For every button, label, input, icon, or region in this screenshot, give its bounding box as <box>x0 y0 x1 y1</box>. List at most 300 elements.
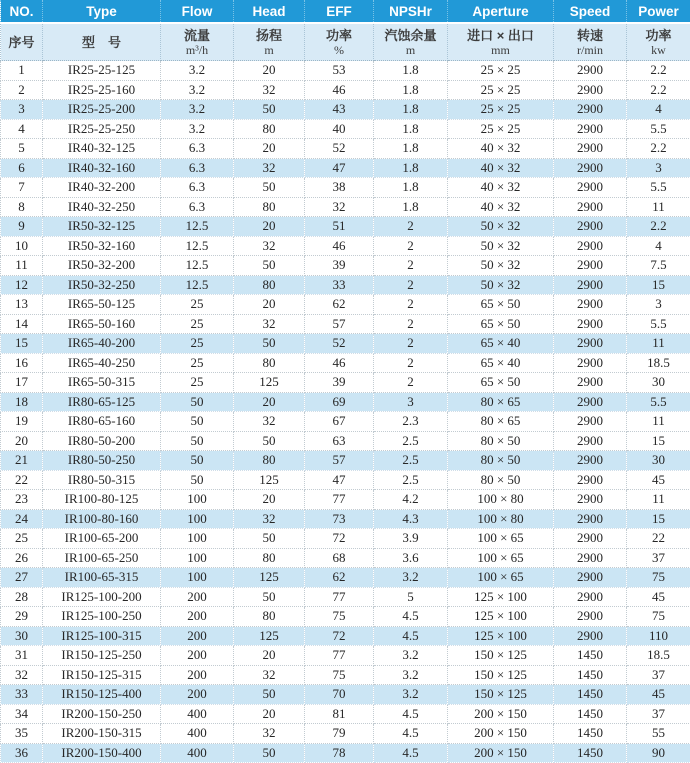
cell-no: 3 <box>1 100 43 120</box>
col-subheader-label: 流量 <box>184 28 210 43</box>
cell-speed: 2900 <box>554 236 627 256</box>
col-header-en-flow: Flow <box>161 0 234 23</box>
cell-flow: 25 <box>161 373 234 393</box>
cell-npshr: 2.3 <box>374 412 448 432</box>
cell-head: 32 <box>234 80 305 100</box>
cell-type: IR100-65-250 <box>43 548 161 568</box>
cell-eff: 78 <box>305 743 374 763</box>
cell-type: IR100-65-315 <box>43 568 161 588</box>
cell-power: 18.5 <box>627 646 690 666</box>
col-subheader-zh-1 <box>43 23 161 61</box>
table-row <box>1 100 690 120</box>
cell-aperture: 80 × 65 <box>448 412 554 432</box>
cell-type: IR100-65-200 <box>43 529 161 549</box>
cell-speed: 2900 <box>554 626 627 646</box>
cell-type: IR65-50-125 <box>43 295 161 315</box>
cell-no: 20 <box>1 431 43 451</box>
cell-eff: 77 <box>305 587 374 607</box>
table-row <box>1 548 690 568</box>
cell-type: IR100-80-125 <box>43 490 161 510</box>
cell-eff: 73 <box>305 509 374 529</box>
table-row <box>1 451 690 471</box>
table-row <box>1 704 690 724</box>
cell-power: 15 <box>627 509 690 529</box>
cell-head: 20 <box>234 646 305 666</box>
cell-eff: 57 <box>305 314 374 334</box>
cell-eff: 53 <box>305 61 374 81</box>
cell-head: 20 <box>234 704 305 724</box>
cell-flow: 200 <box>161 685 234 705</box>
cell-aperture: 150 × 125 <box>448 685 554 705</box>
cell-flow: 25 <box>161 314 234 334</box>
cell-aperture: 100 × 65 <box>448 529 554 549</box>
cell-no: 33 <box>1 685 43 705</box>
cell-type: IR50-32-250 <box>43 275 161 295</box>
cell-no: 7 <box>1 178 43 198</box>
cell-power: 55 <box>627 724 690 744</box>
col-subheader-zh-6 <box>448 23 554 61</box>
cell-npshr: 2 <box>374 236 448 256</box>
cell-power: 37 <box>627 665 690 685</box>
col-subheader-unit: kw <box>627 43 690 57</box>
cell-npshr: 4.5 <box>374 626 448 646</box>
cell-type: IR80-65-125 <box>43 392 161 412</box>
cell-eff: 81 <box>305 704 374 724</box>
cell-flow: 6.3 <box>161 158 234 178</box>
col-header-en-npshr: NPSHr <box>374 0 448 23</box>
cell-head: 32 <box>234 412 305 432</box>
table-row <box>1 392 690 412</box>
cell-power: 2.2 <box>627 80 690 100</box>
cell-no: 23 <box>1 490 43 510</box>
cell-speed: 2900 <box>554 80 627 100</box>
cell-type: IR150-125-250 <box>43 646 161 666</box>
cell-no: 5 <box>1 139 43 159</box>
cell-npshr: 3.2 <box>374 665 448 685</box>
cell-power: 2.2 <box>627 61 690 81</box>
table-row <box>1 197 690 217</box>
cell-type: IR80-50-250 <box>43 451 161 471</box>
cell-aperture: 50 × 32 <box>448 275 554 295</box>
cell-power: 2.2 <box>627 139 690 159</box>
table-row <box>1 412 690 432</box>
cell-no: 14 <box>1 314 43 334</box>
cell-eff: 77 <box>305 490 374 510</box>
cell-type: IR65-40-200 <box>43 334 161 354</box>
cell-no: 13 <box>1 295 43 315</box>
cell-speed: 2900 <box>554 392 627 412</box>
cell-power: 75 <box>627 607 690 627</box>
cell-npshr: 2.5 <box>374 431 448 451</box>
cell-aperture: 25 × 25 <box>448 119 554 139</box>
cell-flow: 50 <box>161 431 234 451</box>
cell-npshr: 4.5 <box>374 724 448 744</box>
cell-eff: 79 <box>305 724 374 744</box>
cell-aperture: 100 × 80 <box>448 509 554 529</box>
col-subheader-unit: m <box>234 43 304 57</box>
col-subheader-label: 序号 <box>8 35 34 50</box>
cell-head: 32 <box>234 665 305 685</box>
cell-aperture: 200 × 150 <box>448 724 554 744</box>
cell-aperture: 65 × 50 <box>448 314 554 334</box>
cell-no: 28 <box>1 587 43 607</box>
cell-npshr: 3.2 <box>374 568 448 588</box>
cell-eff: 43 <box>305 100 374 120</box>
table-row <box>1 314 690 334</box>
col-subheader-label: 汽蚀余量 <box>384 28 436 43</box>
cell-head: 32 <box>234 236 305 256</box>
cell-eff: 32 <box>305 197 374 217</box>
cell-speed: 2900 <box>554 373 627 393</box>
cell-flow: 6.3 <box>161 139 234 159</box>
cell-speed: 2900 <box>554 470 627 490</box>
cell-npshr: 2 <box>374 295 448 315</box>
cell-eff: 69 <box>305 392 374 412</box>
cell-flow: 12.5 <box>161 275 234 295</box>
cell-no: 11 <box>1 256 43 276</box>
cell-head: 80 <box>234 607 305 627</box>
cell-npshr: 3.6 <box>374 548 448 568</box>
cell-speed: 2900 <box>554 334 627 354</box>
cell-type: IR50-32-200 <box>43 256 161 276</box>
cell-aperture: 40 × 32 <box>448 178 554 198</box>
cell-eff: 67 <box>305 412 374 432</box>
cell-power: 22 <box>627 529 690 549</box>
cell-npshr: 2 <box>374 256 448 276</box>
cell-speed: 2900 <box>554 139 627 159</box>
cell-aperture: 25 × 25 <box>448 100 554 120</box>
cell-power: 45 <box>627 587 690 607</box>
cell-no: 15 <box>1 334 43 354</box>
cell-power: 3 <box>627 295 690 315</box>
cell-npshr: 3.2 <box>374 685 448 705</box>
cell-eff: 52 <box>305 334 374 354</box>
cell-type: IR80-65-160 <box>43 412 161 432</box>
cell-npshr: 1.8 <box>374 178 448 198</box>
cell-flow: 25 <box>161 295 234 315</box>
cell-head: 80 <box>234 275 305 295</box>
cell-flow: 400 <box>161 704 234 724</box>
cell-no: 17 <box>1 373 43 393</box>
table-row <box>1 61 690 81</box>
cell-power: 37 <box>627 548 690 568</box>
col-subheader-zh-0 <box>1 23 43 61</box>
cell-aperture: 100 × 65 <box>448 548 554 568</box>
cell-no: 6 <box>1 158 43 178</box>
cell-type: IR150-125-400 <box>43 685 161 705</box>
cell-type: IR40-32-200 <box>43 178 161 198</box>
cell-head: 80 <box>234 119 305 139</box>
header-row-english <box>1 0 690 23</box>
cell-speed: 2900 <box>554 217 627 237</box>
cell-head: 80 <box>234 197 305 217</box>
table-row <box>1 275 690 295</box>
cell-npshr: 4.2 <box>374 490 448 510</box>
table-row <box>1 646 690 666</box>
table-row <box>1 158 690 178</box>
cell-type: IR200-150-400 <box>43 743 161 763</box>
cell-head: 50 <box>234 334 305 354</box>
table-row <box>1 334 690 354</box>
col-header-en-speed: Speed <box>554 0 627 23</box>
table-row <box>1 431 690 451</box>
col-subheader-zh-4 <box>305 23 374 61</box>
cell-power: 30 <box>627 373 690 393</box>
cell-eff: 72 <box>305 529 374 549</box>
cell-eff: 38 <box>305 178 374 198</box>
cell-power: 11 <box>627 412 690 432</box>
cell-no: 36 <box>1 743 43 763</box>
cell-npshr: 2 <box>374 217 448 237</box>
cell-power: 5.5 <box>627 119 690 139</box>
cell-head: 32 <box>234 314 305 334</box>
cell-aperture: 50 × 32 <box>448 236 554 256</box>
cell-power: 11 <box>627 334 690 354</box>
cell-speed: 2900 <box>554 529 627 549</box>
cell-npshr: 2 <box>374 275 448 295</box>
cell-speed: 2900 <box>554 548 627 568</box>
table-row <box>1 743 690 763</box>
cell-flow: 6.3 <box>161 178 234 198</box>
cell-no: 19 <box>1 412 43 432</box>
table-row <box>1 373 690 393</box>
cell-head: 125 <box>234 373 305 393</box>
table-row <box>1 139 690 159</box>
table-row <box>1 490 690 510</box>
cell-no: 16 <box>1 353 43 373</box>
table-row <box>1 724 690 744</box>
cell-power: 15 <box>627 275 690 295</box>
cell-no: 27 <box>1 568 43 588</box>
col-header-en-power: Power <box>627 0 690 23</box>
cell-flow: 50 <box>161 392 234 412</box>
cell-speed: 2900 <box>554 509 627 529</box>
cell-flow: 3.2 <box>161 80 234 100</box>
cell-head: 32 <box>234 509 305 529</box>
cell-power: 5.5 <box>627 314 690 334</box>
cell-speed: 2900 <box>554 256 627 276</box>
cell-npshr: 2.5 <box>374 451 448 471</box>
cell-head: 32 <box>234 724 305 744</box>
cell-head: 50 <box>234 743 305 763</box>
cell-no: 31 <box>1 646 43 666</box>
cell-speed: 2900 <box>554 412 627 432</box>
cell-speed: 1450 <box>554 724 627 744</box>
cell-power: 3 <box>627 158 690 178</box>
cell-flow: 100 <box>161 529 234 549</box>
col-subheader-unit: r/min <box>554 43 626 57</box>
cell-aperture: 80 × 50 <box>448 431 554 451</box>
cell-type: IR80-50-200 <box>43 431 161 451</box>
cell-speed: 2900 <box>554 431 627 451</box>
cell-eff: 33 <box>305 275 374 295</box>
cell-flow: 6.3 <box>161 197 234 217</box>
cell-power: 110 <box>627 626 690 646</box>
cell-eff: 39 <box>305 373 374 393</box>
cell-eff: 77 <box>305 646 374 666</box>
cell-power: 2.2 <box>627 217 690 237</box>
cell-head: 80 <box>234 451 305 471</box>
cell-eff: 63 <box>305 431 374 451</box>
cell-aperture: 25 × 25 <box>448 80 554 100</box>
cell-npshr: 3.9 <box>374 529 448 549</box>
table-row <box>1 217 690 237</box>
cell-aperture: 150 × 125 <box>448 665 554 685</box>
table-row <box>1 80 690 100</box>
cell-type: IR200-150-250 <box>43 704 161 724</box>
cell-aperture: 80 × 50 <box>448 451 554 471</box>
cell-speed: 2900 <box>554 178 627 198</box>
cell-speed: 1450 <box>554 665 627 685</box>
cell-no: 25 <box>1 529 43 549</box>
cell-head: 20 <box>234 392 305 412</box>
col-subheader-label: 进口 × 出口 <box>467 28 534 43</box>
cell-npshr: 4.3 <box>374 509 448 529</box>
cell-head: 125 <box>234 470 305 490</box>
cell-speed: 2900 <box>554 158 627 178</box>
cell-power: 75 <box>627 568 690 588</box>
cell-head: 50 <box>234 100 305 120</box>
cell-type: IR40-32-250 <box>43 197 161 217</box>
cell-head: 80 <box>234 353 305 373</box>
cell-type: IR25-25-160 <box>43 80 161 100</box>
cell-flow: 200 <box>161 607 234 627</box>
cell-flow: 400 <box>161 724 234 744</box>
cell-npshr: 1.8 <box>374 158 448 178</box>
cell-npshr: 3.2 <box>374 646 448 666</box>
cell-head: 20 <box>234 61 305 81</box>
cell-speed: 2900 <box>554 295 627 315</box>
cell-npshr: 1.8 <box>374 197 448 217</box>
table-row <box>1 470 690 490</box>
cell-npshr: 1.8 <box>374 80 448 100</box>
cell-aperture: 65 × 40 <box>448 353 554 373</box>
cell-no: 22 <box>1 470 43 490</box>
cell-npshr: 4.5 <box>374 743 448 763</box>
col-subheader-unit: m <box>374 43 447 57</box>
cell-eff: 47 <box>305 158 374 178</box>
cell-flow: 200 <box>161 626 234 646</box>
cell-eff: 62 <box>305 295 374 315</box>
cell-type: IR40-32-125 <box>43 139 161 159</box>
cell-eff: 75 <box>305 607 374 627</box>
table-row <box>1 568 690 588</box>
cell-no: 32 <box>1 665 43 685</box>
cell-no: 29 <box>1 607 43 627</box>
cell-flow: 100 <box>161 490 234 510</box>
cell-aperture: 65 × 50 <box>448 373 554 393</box>
cell-head: 20 <box>234 490 305 510</box>
cell-no: 8 <box>1 197 43 217</box>
cell-npshr: 2.5 <box>374 470 448 490</box>
cell-aperture: 40 × 32 <box>448 197 554 217</box>
cell-no: 24 <box>1 509 43 529</box>
cell-aperture: 40 × 32 <box>448 139 554 159</box>
cell-eff: 68 <box>305 548 374 568</box>
cell-speed: 1450 <box>554 704 627 724</box>
cell-speed: 1450 <box>554 743 627 763</box>
cell-speed: 1450 <box>554 685 627 705</box>
cell-npshr: 2 <box>374 334 448 354</box>
cell-no: 26 <box>1 548 43 568</box>
cell-speed: 2900 <box>554 607 627 627</box>
cell-type: IR125-100-200 <box>43 587 161 607</box>
cell-head: 20 <box>234 139 305 159</box>
cell-flow: 3.2 <box>161 100 234 120</box>
cell-aperture: 65 × 40 <box>448 334 554 354</box>
cell-power: 37 <box>627 704 690 724</box>
cell-type: IR40-32-160 <box>43 158 161 178</box>
cell-speed: 2900 <box>554 61 627 81</box>
cell-head: 125 <box>234 626 305 646</box>
col-subheader-label: 扬程 <box>256 28 282 43</box>
table-row <box>1 256 690 276</box>
cell-type: IR25-25-250 <box>43 119 161 139</box>
col-subheader-unit: % <box>305 43 373 57</box>
cell-flow: 400 <box>161 743 234 763</box>
cell-eff: 46 <box>305 236 374 256</box>
cell-type: IR125-100-250 <box>43 607 161 627</box>
col-header-en-no: NO. <box>1 0 43 23</box>
cell-no: 4 <box>1 119 43 139</box>
cell-head: 20 <box>234 217 305 237</box>
cell-head: 50 <box>234 685 305 705</box>
cell-flow: 25 <box>161 353 234 373</box>
cell-power: 90 <box>627 743 690 763</box>
cell-eff: 75 <box>305 665 374 685</box>
cell-speed: 2900 <box>554 451 627 471</box>
col-header-en-head: Head <box>234 0 305 23</box>
cell-type: IR65-40-250 <box>43 353 161 373</box>
cell-no: 30 <box>1 626 43 646</box>
table-row <box>1 509 690 529</box>
col-subheader-zh-8 <box>627 23 690 61</box>
cell-type: IR200-150-315 <box>43 724 161 744</box>
table-body <box>1 61 690 763</box>
table-header <box>1 0 690 61</box>
col-subheader-unit: mm <box>448 43 553 57</box>
cell-speed: 2900 <box>554 119 627 139</box>
cell-npshr: 1.8 <box>374 139 448 159</box>
cell-speed: 2900 <box>554 275 627 295</box>
cell-type: IR25-25-200 <box>43 100 161 120</box>
cell-no: 10 <box>1 236 43 256</box>
cell-aperture: 50 × 32 <box>448 217 554 237</box>
cell-aperture: 25 × 25 <box>448 61 554 81</box>
cell-eff: 70 <box>305 685 374 705</box>
cell-flow: 12.5 <box>161 256 234 276</box>
table-row <box>1 529 690 549</box>
cell-npshr: 1.8 <box>374 61 448 81</box>
cell-npshr: 5 <box>374 587 448 607</box>
cell-type: IR80-50-315 <box>43 470 161 490</box>
cell-head: 50 <box>234 587 305 607</box>
cell-flow: 12.5 <box>161 236 234 256</box>
table-row <box>1 353 690 373</box>
cell-flow: 200 <box>161 587 234 607</box>
cell-flow: 50 <box>161 412 234 432</box>
cell-npshr: 1.8 <box>374 119 448 139</box>
cell-flow: 3.2 <box>161 119 234 139</box>
cell-no: 35 <box>1 724 43 744</box>
cell-flow: 3.2 <box>161 61 234 81</box>
cell-flow: 100 <box>161 509 234 529</box>
cell-speed: 2900 <box>554 197 627 217</box>
col-subheader-label: 型 号 <box>82 35 121 50</box>
table-row <box>1 607 690 627</box>
table-row <box>1 587 690 607</box>
cell-aperture: 50 × 32 <box>448 256 554 276</box>
